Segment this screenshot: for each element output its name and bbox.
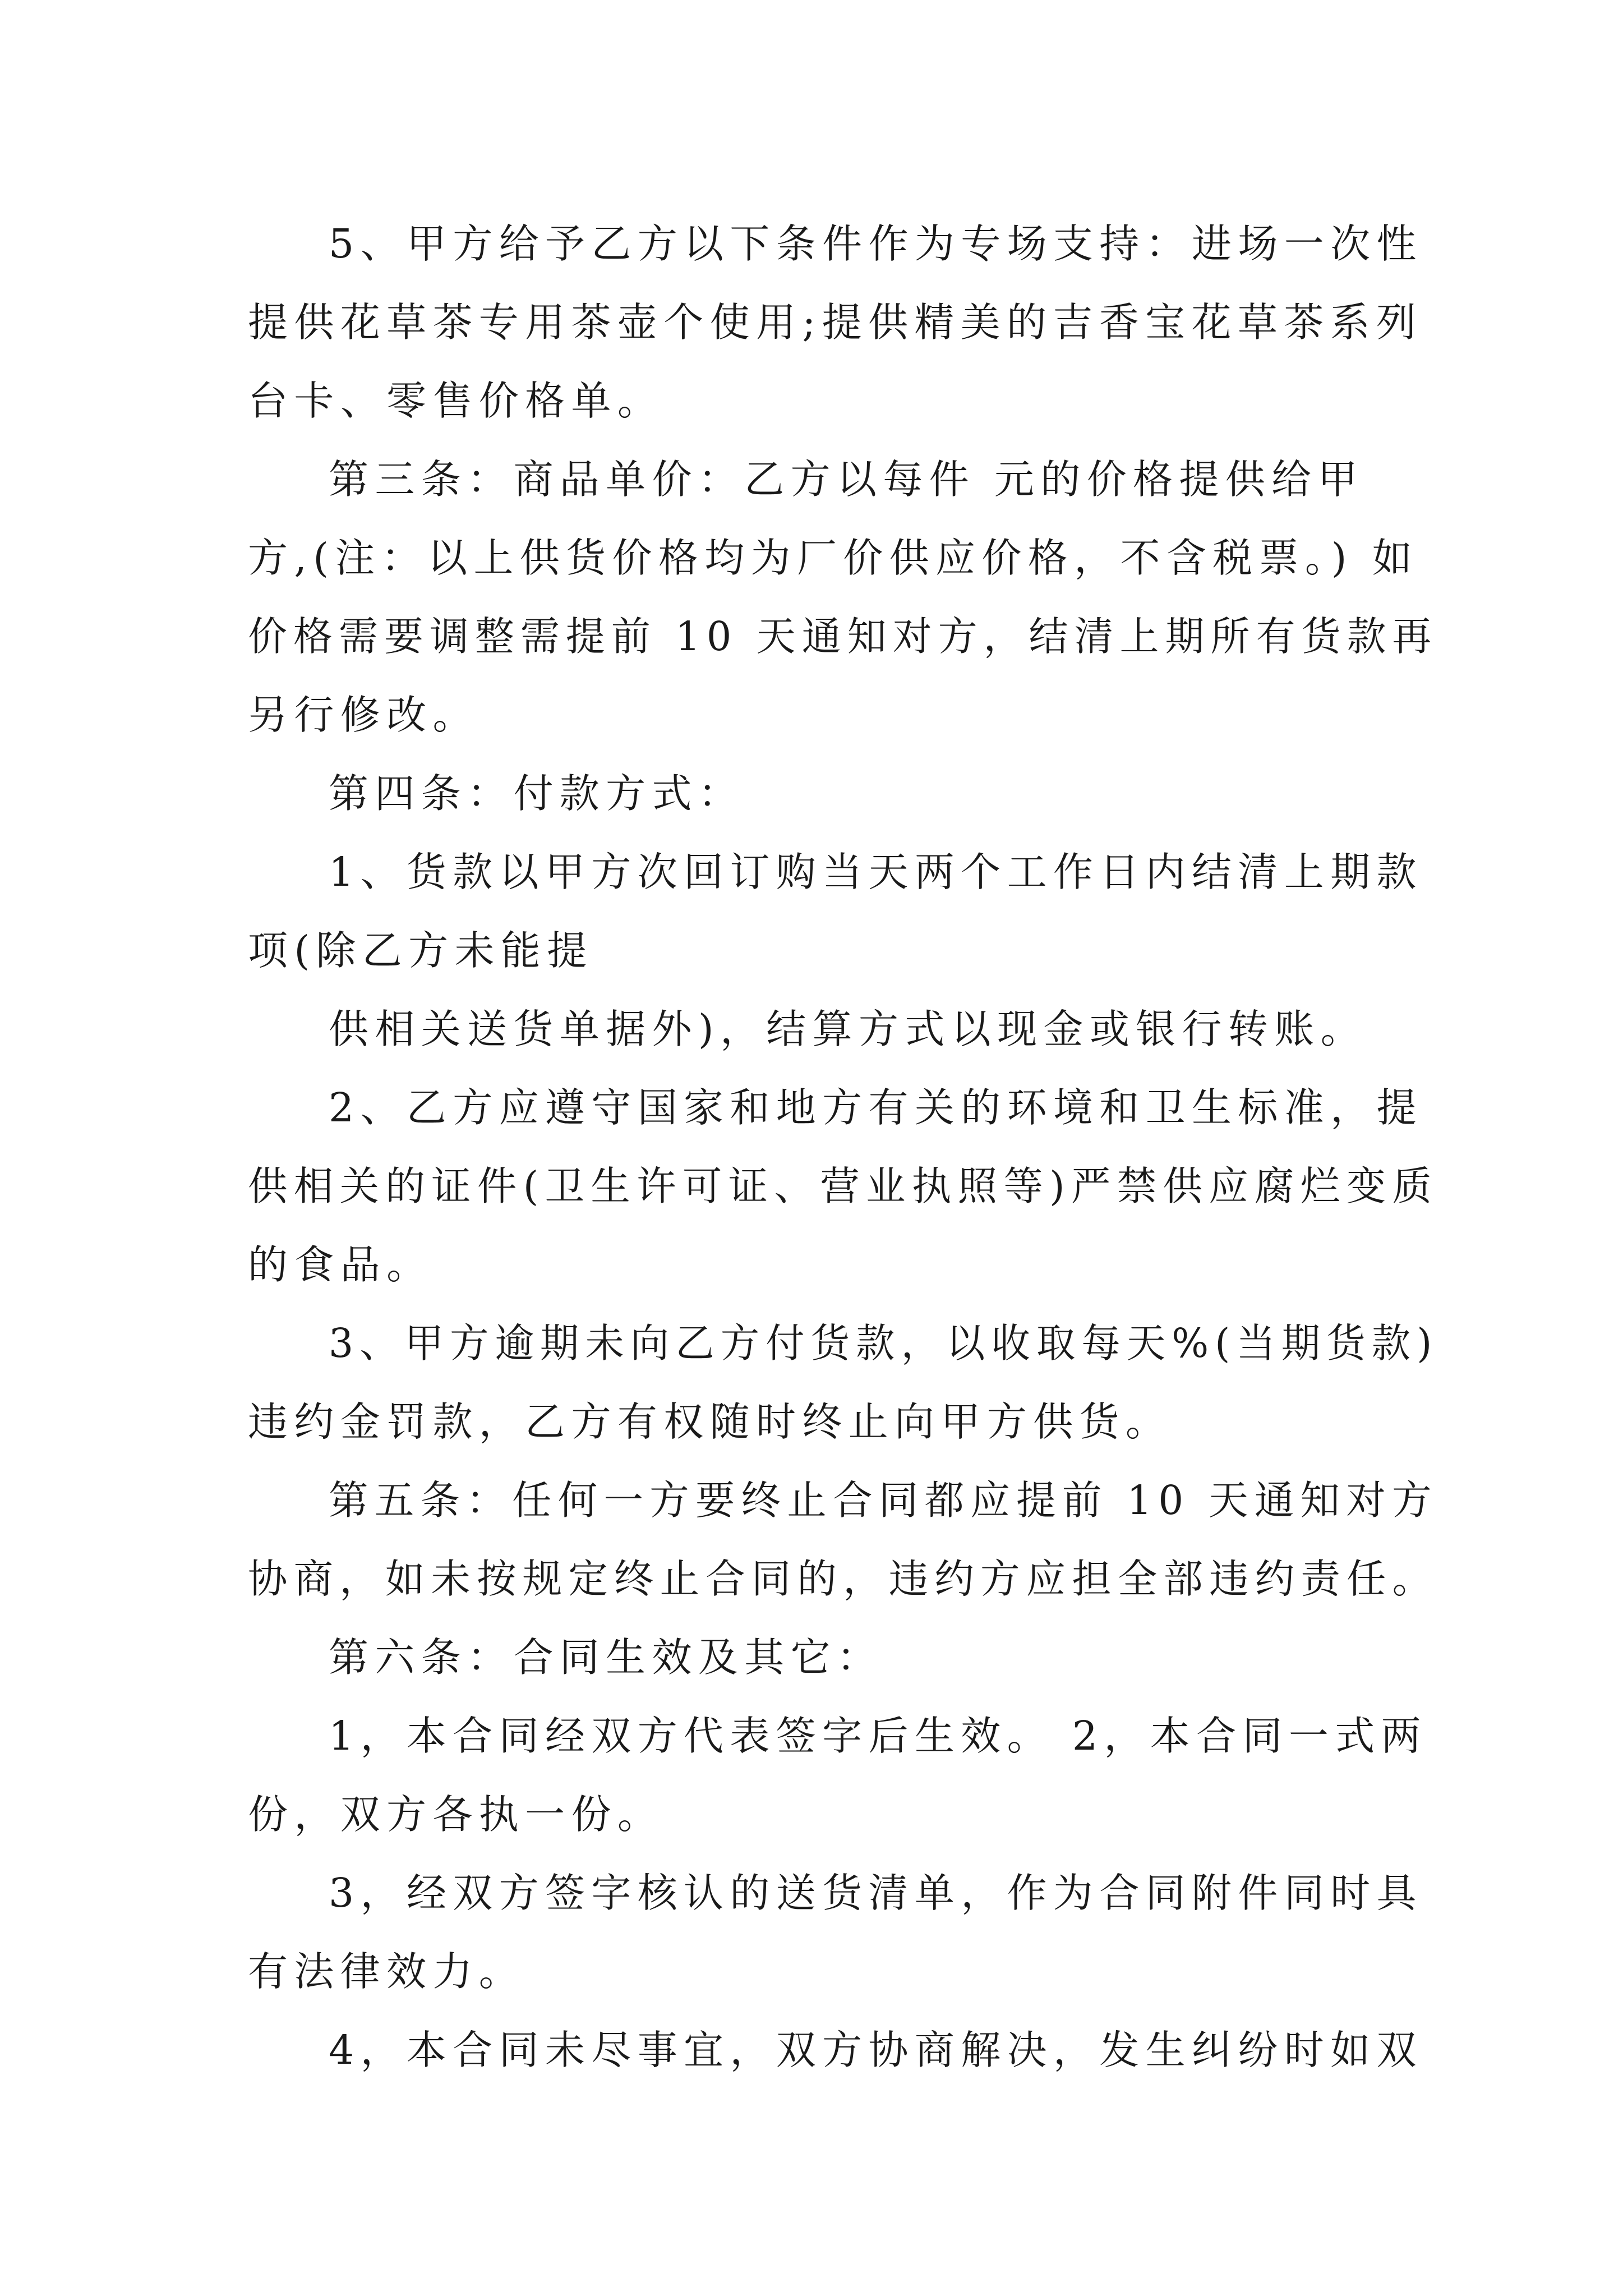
text-line: 第四条：付款方式： [329,770,745,817]
text-line: 份，双方各执一份。 [248,1791,664,1838]
text-line: 供相关送货单据外)，结算方式以现金或银行转账。 [329,1006,1367,1052]
text-line: 3，经双方签字核认的送货清单，作为合同附件同时具 [329,1870,1423,1916]
text-line: 1、货款以甲方次回订购当天两个工作日内结清上期款 [329,849,1423,895]
text-line: 项(除乙方未能提 [248,927,593,974]
text-line: 2、乙方应遵守国家和地方有关的环境和卫生标准，提 [329,1084,1423,1131]
text-line: 价格需要调整需提前 10 天通知对方，结清上期所有货款再 [248,613,1438,660]
text-line: 有法律效力。 [248,1948,525,1995]
text-line: 的食品。 [248,1241,433,1288]
text-line: 3、甲方逾期未向乙方付货款，以收取每天%(当期货款) [329,1320,1438,1366]
text-line: 另行修改。 [248,692,479,738]
text-line: 供相关的证件(卫生许可证、营业执照等)严禁供应腐烂变质 [248,1163,1438,1209]
text-line: 4，本合同未尽事宜，双方协商解决，发生纠纷时如双 [329,2027,1423,2073]
text-line: 5、甲方给予乙方以下条件作为专场支持：进场一次性 [329,220,1423,267]
text-line: 违约金罚款，乙方有权随时终止向甲方供货。 [248,1398,1172,1445]
text-line: 台卡、零售价格单。 [248,378,664,424]
text-line: 1，本合同经双方代表签字后生效。 2，本合同一式两 [329,1713,1427,1759]
text-line: 第六条：合同生效及其它： [329,1634,883,1681]
text-line: 协商，如未按规定终止合同的，违约方应担全部违约责任。 [248,1556,1438,1602]
text-line: 方,(注：以上供货价格均为厂价供应价格，不含税票。) 如 [248,535,1419,581]
text-line: 第五条：任何一方要终止合同都应提前 10 天通知对方 [329,1477,1438,1524]
text-line: 提供花草茶专用茶壶个使用;提供精美的吉香宝花草茶系列 [248,299,1423,346]
text-line: 第三条：商品单价：乙方以每件 元的价格提供给甲 [329,456,1364,503]
